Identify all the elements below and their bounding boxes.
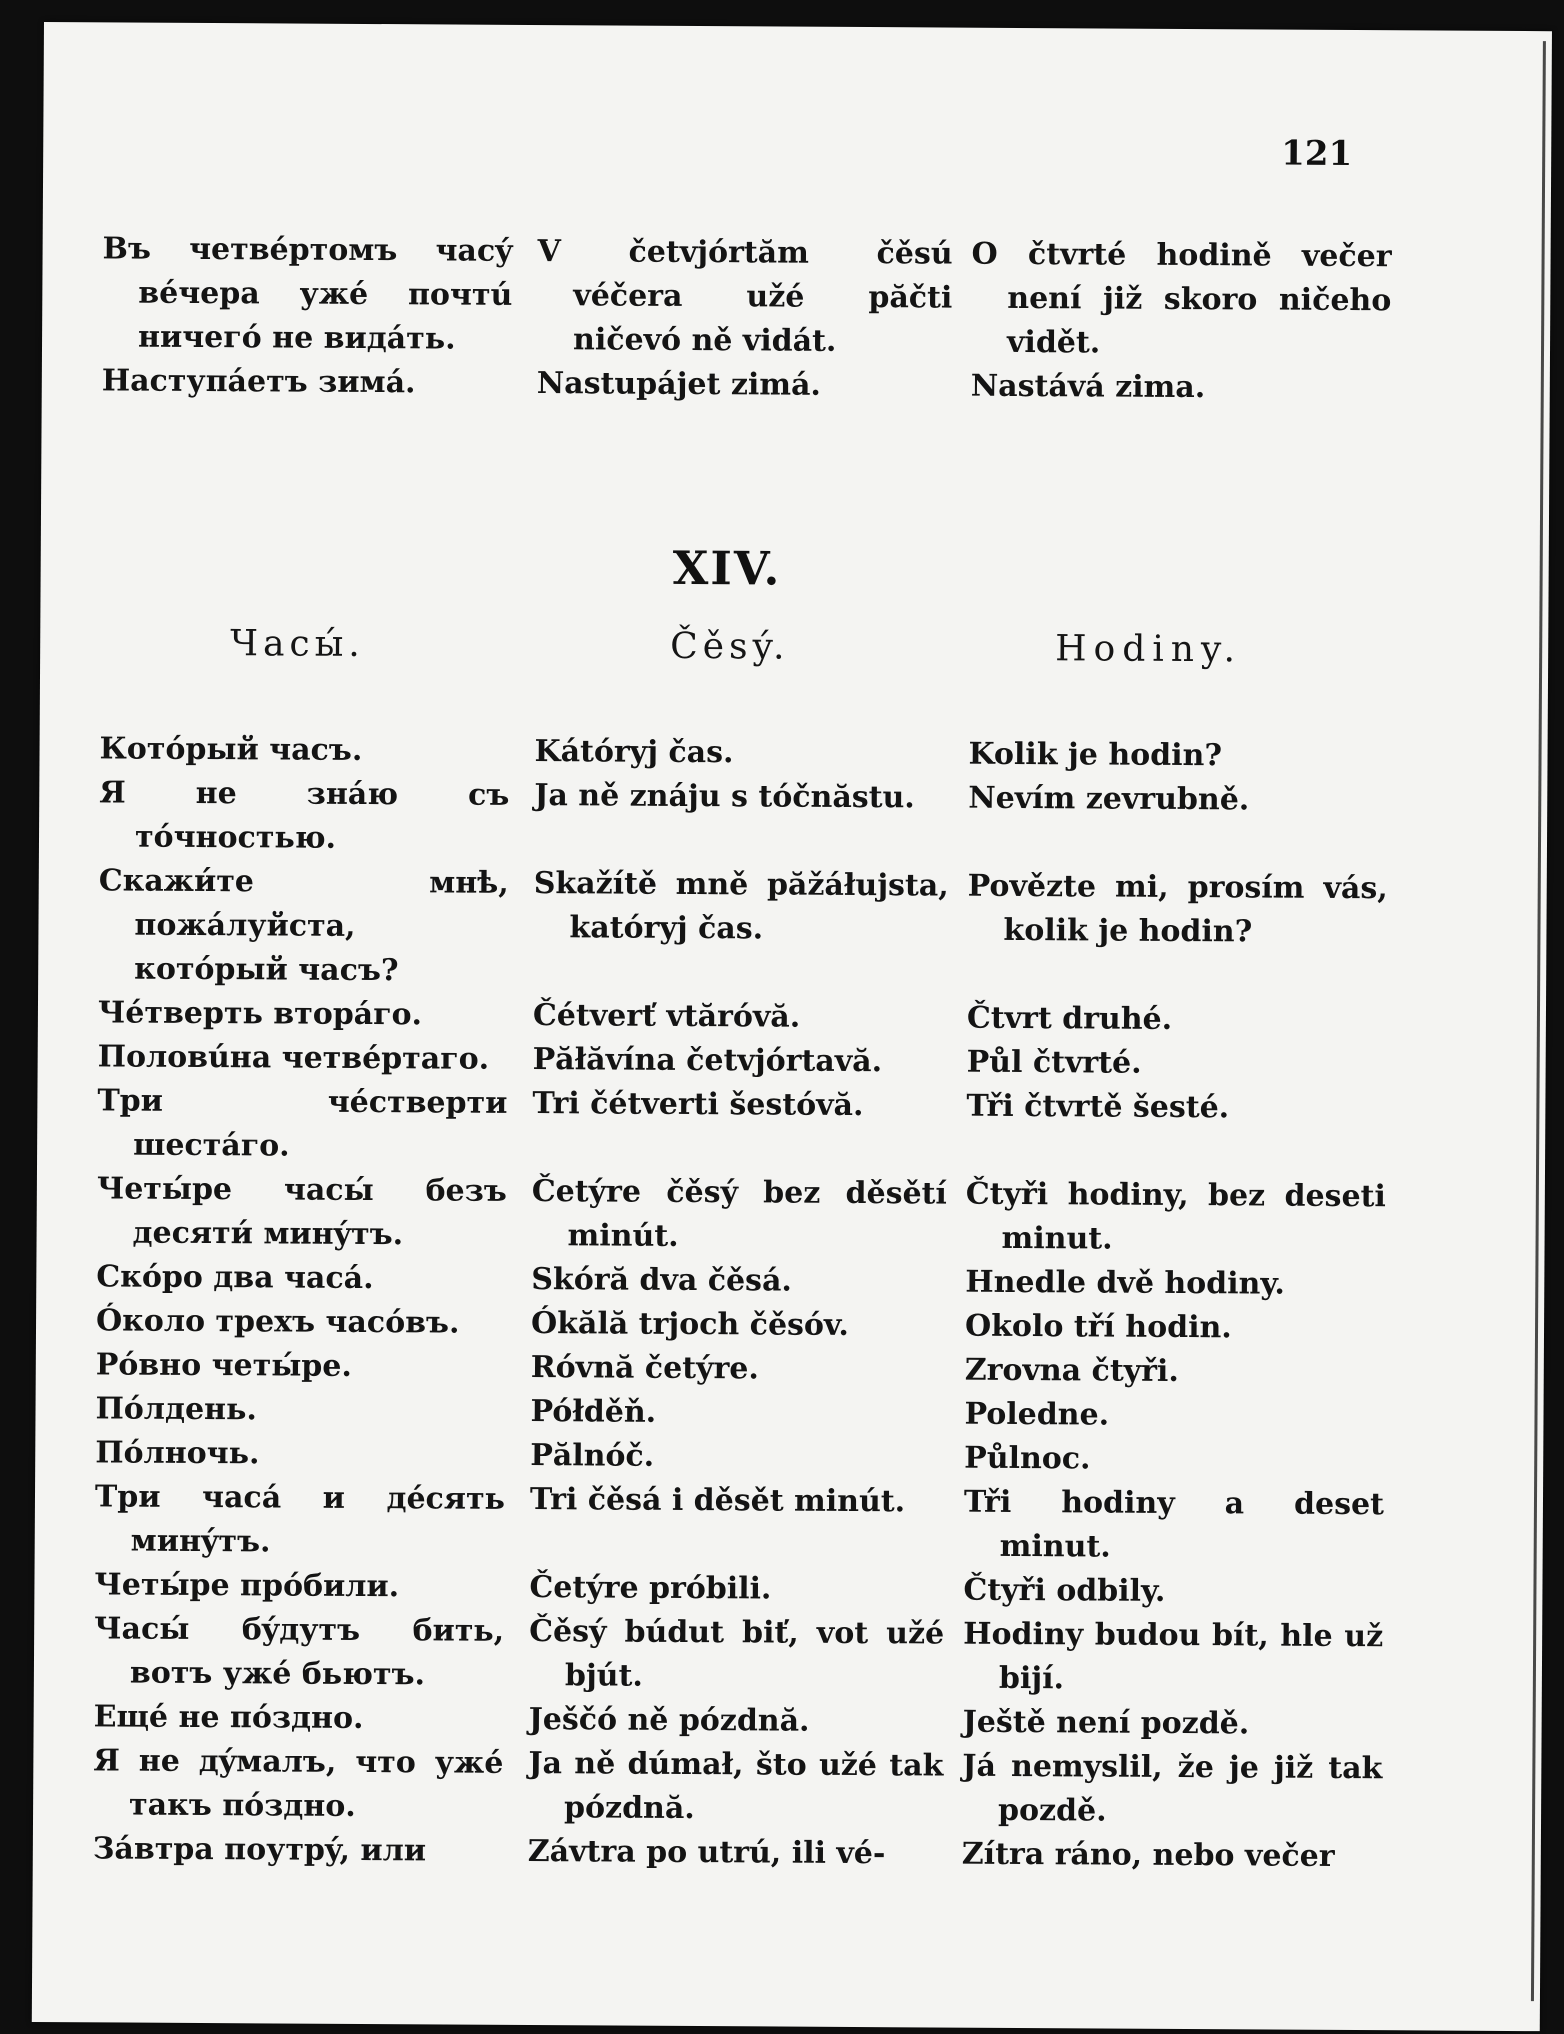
entry-russian-8: Скóро два часá. xyxy=(96,1259,374,1297)
entry-czech-8: Hnedle dvě hodiny. xyxy=(965,1264,1285,1302)
entry-czech-4: Čtvrt druhé. xyxy=(966,1000,1173,1037)
entry-czech-2: Nevím zevrubně. xyxy=(968,780,1250,818)
entry-russian-4: Чéтверть вторáго. xyxy=(97,995,423,1033)
top-slovak-line-2: Nastupájet zimá. xyxy=(536,366,822,403)
entry-czech-10: Zrovna čtyři. xyxy=(964,1352,1179,1389)
entry-czech-15: Hodiny budou bít, hle už bijí. xyxy=(963,1616,1384,1697)
entry-russian-17: Я не дýмалъ, что ужé такъ пóздно. xyxy=(93,1743,504,1824)
entry-russian-12: Пóлночь. xyxy=(95,1435,260,1472)
entry-czech-13: Tři hodiny a deset minut. xyxy=(963,1484,1385,1565)
entry-czech-7: Čtyři hodiny, bez deseti minut. xyxy=(965,1176,1386,1257)
top-czech-line-2: Nastává zima. xyxy=(970,368,1206,406)
entry-slovak-13: Tri čěsá i děsět minút. xyxy=(529,1481,906,1520)
top-slovak xyxy=(537,230,953,409)
top-czech xyxy=(971,233,1392,412)
entry-russian-14: Четы́ре прóбили. xyxy=(94,1567,400,1605)
entry-czech-5: Půl čtvrté. xyxy=(966,1044,1142,1081)
entries-slovak xyxy=(528,730,950,1877)
entry-slovak-12: Pălnóč. xyxy=(530,1437,655,1474)
entry-slovak-9: Ókălă trjoch čěsóv. xyxy=(530,1305,849,1343)
entry-russian-5: Половúна четвéртаго. xyxy=(97,1039,490,1077)
entry-russian-2: Я не знáю съ тóчностью. xyxy=(99,775,510,856)
entry-czech-6: Tři čtvrtě šesté. xyxy=(966,1088,1230,1126)
heading-czech: Hodiny. xyxy=(1055,628,1243,671)
entry-slovak-16: Ješčó ně pózdnă. xyxy=(528,1701,810,1739)
top-czech-line-1: O čtvrté hodině večer není již skoro ničeho vidět. xyxy=(971,236,1392,361)
entry-slovak-6: Tri čétverti šestóvă. xyxy=(532,1086,864,1124)
top-russian-line-1: Въ четвéртомъ часý вéчера ужé почтú ничегó не видáть. xyxy=(102,231,513,357)
book-page xyxy=(32,22,1552,2031)
entry-slovak-10: Róvnă četýre. xyxy=(530,1349,759,1387)
entry-slovak-8: Skóră dva čěsá. xyxy=(531,1262,793,1299)
heading-slovak: Čěsý. xyxy=(670,625,790,668)
entries-russian xyxy=(93,727,510,1873)
entry-czech-14: Čtyři odbily. xyxy=(963,1572,1166,1609)
entry-russian-10: Рóвно четы́ре. xyxy=(95,1347,352,1384)
entry-russian-9: Óколо трехъ часóвъ. xyxy=(95,1303,460,1341)
entry-russian-11: Пóлдень. xyxy=(95,1391,257,1428)
entry-slovak-7: Četýre čěsý bez děsětí minút. xyxy=(531,1174,947,1254)
entry-slovak-11: Półděň. xyxy=(530,1393,657,1430)
entry-slovak-3: Skažítě mně păžáłujsta, katóryj čas. xyxy=(533,866,949,947)
entry-slovak-2: Ja ně znáju s tóčnăstu. xyxy=(534,778,915,816)
entry-slovak-18: Závtra po utrú, ili vé- xyxy=(527,1833,886,1872)
heading-russian: Часы́. xyxy=(230,623,365,665)
page-number: 121 xyxy=(1281,133,1353,174)
top-slovak-line-1: V četvjórtăm čěsú véčera užé păčti ničevó ně vidát. xyxy=(537,234,953,359)
entry-slovak-14: Četýre próbili. xyxy=(529,1569,772,1607)
entry-slovak-15: Čěsý búdut biť, vot užé bjút. xyxy=(529,1613,945,1694)
entry-slovak-1: Kátóryj čas. xyxy=(534,734,734,771)
entry-slovak-4: Čétverť vtăróvă. xyxy=(532,998,801,1035)
entry-russian-3: Скажи́те мнѣ, пожáлуйста, котóрый часъ? xyxy=(98,863,509,989)
entry-czech-17: Já nemyslil, že je již tak pozdě. xyxy=(962,1748,1383,1829)
entry-czech-9: Okolo tří hodin. xyxy=(964,1308,1232,1346)
entry-czech-11: Poledne. xyxy=(964,1396,1110,1433)
entry-russian-15: Часы́ бýдутъ бить, вотъ ужé бьютъ. xyxy=(94,1611,505,1693)
entry-russian-7: Четы́ре часы́ безъ десяти́ минýтъ. xyxy=(96,1171,507,1253)
top-russian-line-2: Наступáетъ зимá. xyxy=(101,363,416,401)
entry-czech-18: Zítra ráno, nebo večer xyxy=(961,1836,1335,1874)
entry-slovak-17: Ja ně dúmał, što užé tak pózdnă. xyxy=(528,1745,944,1827)
entries-czech xyxy=(962,733,1389,1880)
entry-czech-12: Půlnoc. xyxy=(964,1440,1091,1477)
top-russian xyxy=(102,227,513,406)
entry-czech-1: Kolik je hodin? xyxy=(968,736,1223,774)
entry-russian-16: Ещé не пóздно. xyxy=(93,1699,364,1736)
entry-russian-6: Три чéстверти шестáго. xyxy=(97,1083,508,1164)
entry-russian-18: Зáвтра поутрý, или xyxy=(92,1831,427,1869)
page-edge xyxy=(1531,41,1546,2001)
section-number: XIV. xyxy=(672,540,782,596)
entry-slovak-5: Păłăvína četvjórtavă. xyxy=(532,1042,883,1080)
entry-czech-16: Ještě není pozdě. xyxy=(962,1704,1250,1742)
entry-russian-13: Три часá и дéсять минýтъ. xyxy=(94,1479,506,1560)
entry-czech-3: Povězte mi, prosím vás, kolik je hodin? xyxy=(967,868,1388,950)
entry-russian-1: Котóрый часъ. xyxy=(99,731,363,768)
